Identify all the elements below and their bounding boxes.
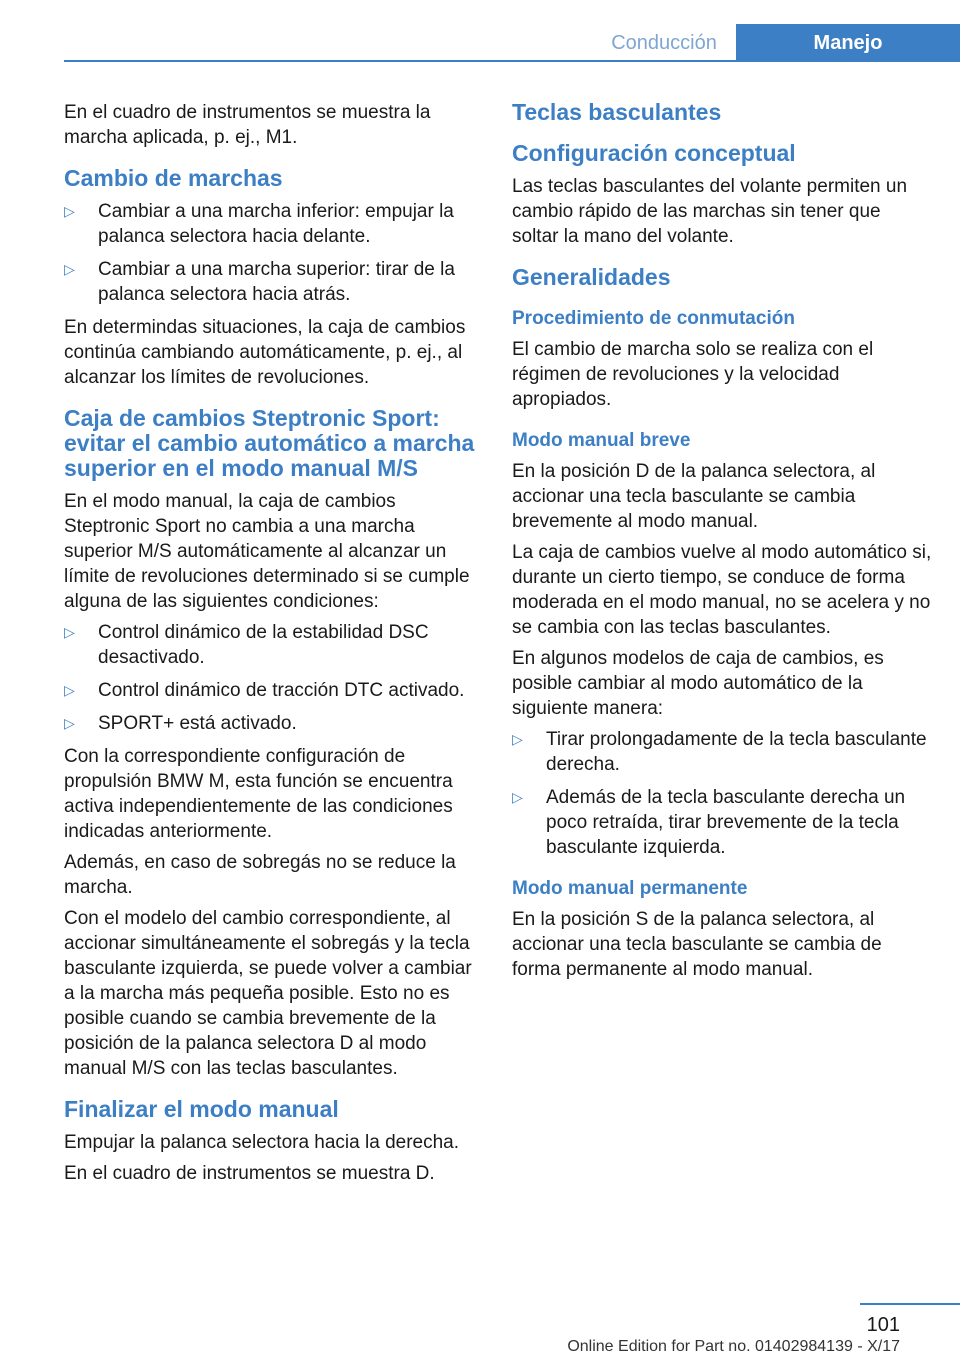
triangle-bullet-icon: ▷	[64, 682, 75, 698]
paragraph: En la posición S de la palanca selectora, al accionar una tecla basculante se cambia de forma permanente al modo manual.	[512, 909, 882, 980]
paragraph: En algunos modelos de caja de cambios, es posible cambiar al modo automático de la siguiente manera:	[512, 648, 884, 719]
footer-rule	[860, 1303, 960, 1305]
paragraph: Empujar la palanca selectora hacia la derecha.	[64, 1132, 460, 1153]
paragraph: En la posición D de la palanca selectora, al accionar una tecla basculante se cambia brevemente al modo manual.	[512, 461, 876, 532]
section-heading-config: Configuración conceptual	[512, 140, 796, 166]
paragraph: En el modo manual, la caja de cambios Steptronic Sport no cambia a una marcha superior M/S automáticamente al alcanzar un límite de revoluciones determinado si se cumple alguna de las siguientes condiciones:	[64, 491, 470, 612]
cambio-list	[64, 199, 484, 307]
section-heading-finalizar: Finalizar el modo manual	[64, 1096, 339, 1122]
list-item: ▷ SPORT+ está activado.	[64, 713, 297, 734]
paragraph: Además, en caso de sobregás no se reduce la marcha.	[64, 852, 456, 898]
auto-list	[512, 727, 932, 860]
paragraph: Las teclas basculantes del volante permiten un cambio rápido de las marchas sin tener que soltar la mano del volante.	[512, 176, 908, 247]
paragraph: En el cuadro de instrumentos se muestra la marcha aplicada, p. ej., M1.	[64, 102, 431, 148]
tab-manejo[interactable]: Manejo	[736, 24, 960, 62]
paragraph: La caja de cambios vuelve al modo automático si, durante un cierto tiempo, se conduce de forma moderada en el modo manual, no se acelera y no se cambia con las teclas basculantes.	[512, 542, 932, 638]
paragraph: En el cuadro de instrumentos se muestra D.	[64, 1163, 435, 1184]
list-item: ▷ Cambiar a una marcha superior: tirar de la palanca selectora hacia atrás.	[64, 259, 455, 305]
triangle-bullet-icon: ▷	[512, 731, 523, 747]
subheading-breve: Modo manual breve	[512, 430, 691, 451]
triangle-bullet-icon: ▷	[512, 789, 523, 805]
paragraph: Con la correspondiente configuración de propulsión BMW M, esta función se encuentra activa independientemente de las condiciones indicadas anteriormente.	[64, 746, 453, 842]
section-heading-caja: Caja de cambios Steptronic Sport: evitar el cambio automático a marcha superior en el modo manual M/S	[64, 405, 475, 481]
right-column	[512, 100, 932, 988]
paragraph: Con el modelo del cambio correspondiente, al accionar simultáneamente el sobregás y la tecla basculante izquierda, se puede volver a cambiar a la marcha más pequeña posible. Esto no es posible cuando se cambia brevemente de la posición de la palanca selectora D al modo manual M/S con las teclas basculantes.	[64, 908, 472, 1079]
conditions-list	[64, 620, 484, 736]
list-item: ▷ Tirar prolongadamente de la tecla basculante derecha.	[512, 729, 927, 775]
list-item: ▷ Control dinámico de la estabilidad DSC desactivado.	[64, 622, 429, 668]
subheading-permanente: Modo manual permanente	[512, 878, 748, 899]
triangle-bullet-icon: ▷	[64, 203, 75, 219]
triangle-bullet-icon: ▷	[64, 715, 75, 731]
section-heading-cambio: Cambio de marchas	[64, 165, 283, 191]
left-column	[64, 100, 484, 1192]
subheading-procedimiento: Procedimiento de conmutación	[512, 308, 795, 329]
section-heading-teclas: Teclas basculantes	[512, 99, 722, 125]
list-item: ▷ Además de la tecla basculante derecha un poco retraída, tirar brevemente de la tecla basculante izquierda.	[512, 787, 906, 858]
edition-footer: Online Edition for Part no. 01402984139 - X/17	[567, 1338, 900, 1355]
tab-conduccion[interactable]: Conducción	[611, 32, 717, 54]
list-item: ▷ Control dinámico de tracción DTC activado.	[64, 680, 465, 701]
page-number: 101	[866, 1314, 900, 1336]
paragraph: El cambio de marcha solo se realiza con el régimen de revoluciones y la velocidad apropiados.	[512, 339, 874, 410]
triangle-bullet-icon: ▷	[64, 624, 75, 640]
paragraph: En determindas situaciones, la caja de cambios continúa cambiando automáticamente, p. ej., al alcanzar los límites de revoluciones.	[64, 317, 466, 388]
list-item: ▷ Cambiar a una marcha inferior: empujar la palanca selectora hacia delante.	[64, 201, 454, 247]
triangle-bullet-icon: ▷	[64, 261, 75, 277]
section-heading-generalidades: Generalidades	[512, 264, 671, 290]
